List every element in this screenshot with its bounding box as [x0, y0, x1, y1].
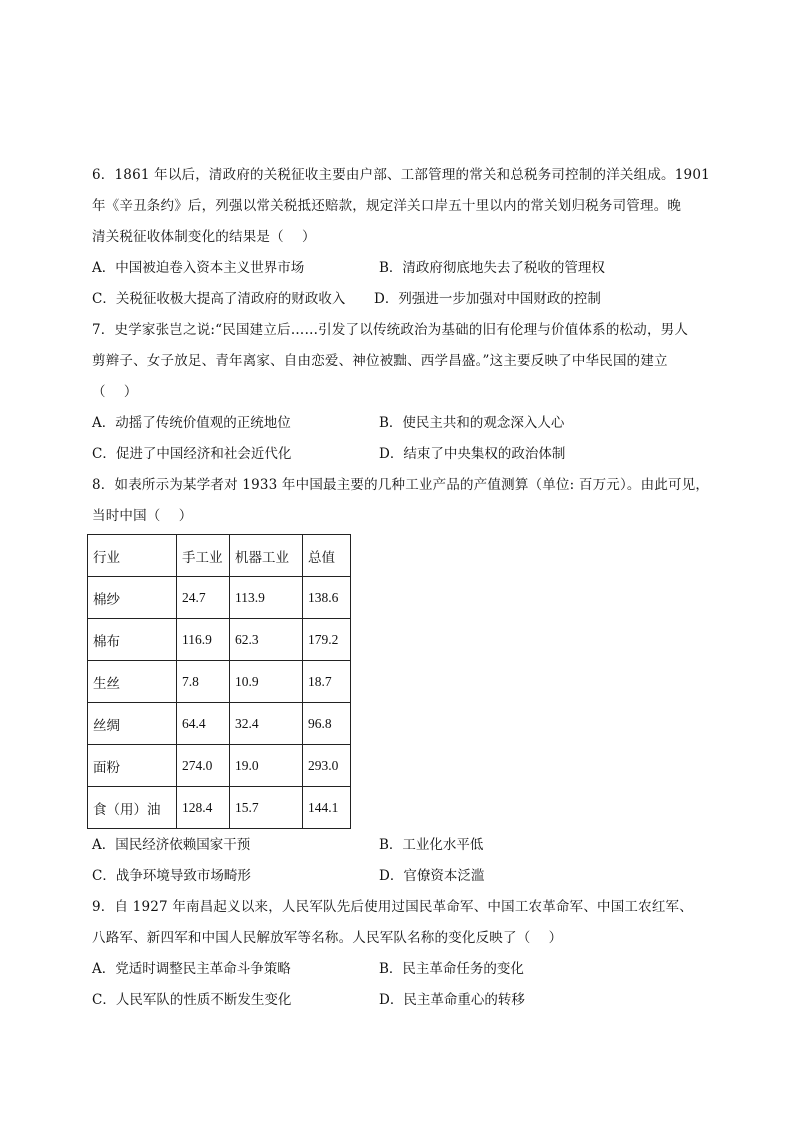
table-cell: 食（用）油 — [88, 787, 177, 829]
table-row — [88, 703, 351, 745]
table-row — [88, 787, 351, 829]
exam-page — [92, 160, 712, 1016]
question-9-stem — [92, 892, 712, 954]
option-d[interactable]: D．列强进一步加强对中国财政的控制 — [374, 291, 601, 307]
option-c[interactable]: C．战争环境导致市场畸形 — [92, 868, 251, 884]
table-cell: 10.9 — [230, 661, 303, 703]
table-cell: 丝绸 — [88, 703, 177, 745]
options-row — [92, 439, 712, 470]
table-row — [88, 577, 351, 619]
option-a[interactable]: A．党适时调整民主革命斗争策略 — [92, 961, 291, 977]
table-cell: 113.9 — [230, 577, 303, 619]
option-c[interactable]: C．促进了中国经济和社会近代化 — [92, 446, 292, 462]
table-cell: 274.0 — [177, 745, 230, 787]
stem-line: 8．如表所示为某学者对 1933 年中国最主要的几种工业产品的产值测算（单位: 百万元）。由此可见， — [92, 477, 710, 493]
question-6-stem — [92, 160, 712, 253]
table-cell: 144.1 — [303, 787, 351, 829]
question-7 — [92, 315, 712, 470]
question-7-stem — [92, 315, 712, 408]
header-cell: 手工业 — [177, 535, 230, 577]
question-8-stem — [92, 470, 712, 532]
production-value-table — [87, 534, 351, 829]
table-cell: 15.7 — [230, 787, 303, 829]
stem-line: 清关税征收体制变化的结果是（ ） — [92, 229, 316, 245]
table-cell: 293.0 — [303, 745, 351, 787]
stem-line: 7．史学家张岂之说:“民国建立后……引发了以传统政治为基础的旧有伦理与价值体系的松动，男人 — [92, 322, 689, 338]
table-cell: 棉纱 — [88, 577, 177, 619]
option-b[interactable]: B．民主革命任务的变化 — [379, 961, 524, 977]
option-d[interactable]: D．结束了中央集权的政治体制 — [379, 446, 566, 462]
table-cell: 179.2 — [303, 619, 351, 661]
table-row — [88, 619, 351, 661]
question-6 — [92, 160, 712, 315]
options-row — [92, 830, 712, 861]
option-d[interactable]: D．民主革命重心的转移 — [379, 992, 525, 1008]
options-row — [92, 408, 712, 439]
table-cell: 64.4 — [177, 703, 230, 745]
stem-line: 八路军、新四军和中国人民解放军等名称。人民军队名称的变化反映了（ ） — [92, 930, 563, 946]
option-b[interactable]: B．工业化水平低 — [379, 837, 484, 853]
stem-line: 剪辫子、女子放足、青年离家、自由恋爱、神位被黜、西学昌盛。”这主要反映了中华民国的建立 — [92, 353, 668, 369]
stem-line: 9．自 1927 年南昌起义以来，人民军队先后使用过国民革命军、中国工农革命军、中国工农红军、 — [92, 899, 693, 915]
table-cell: 62.3 — [230, 619, 303, 661]
option-a[interactable]: A．中国被迫卷入资本主义世界市场 — [92, 260, 305, 276]
table-cell: 7.8 — [177, 661, 230, 703]
question-8 — [92, 470, 712, 892]
table-cell: 128.4 — [177, 787, 230, 829]
option-a[interactable]: A．动摇了传统价值观的正统地位 — [92, 415, 291, 431]
option-c[interactable]: C．人民军队的性质不断发生变化 — [92, 992, 292, 1008]
option-a[interactable]: A．国民经济依赖国家干预 — [92, 837, 251, 853]
options-row — [92, 954, 712, 985]
option-b[interactable]: B．清政府彻底地失去了税收的管理权 — [379, 260, 605, 276]
options-row — [92, 253, 712, 284]
stem-line: 当时中国（ ） — [92, 508, 193, 524]
header-cell: 总值 — [303, 535, 351, 577]
table-cell: 18.7 — [303, 661, 351, 703]
stem-line: 6．1861 年以后，清政府的关税征收主要由户部、工部管理的常关和总税务司控制的洋关组成。1901 — [92, 167, 710, 183]
stem-line: （ ） — [92, 384, 138, 400]
question-9 — [92, 892, 712, 1016]
options-row — [92, 284, 712, 315]
table-cell: 生丝 — [88, 661, 177, 703]
table-header-row — [88, 535, 351, 577]
options-row — [92, 861, 712, 892]
stem-line: 年《辛丑条约》后，列强以常关税抵还赔款，规定洋关口岸五十里以内的常关划归税务司管理。晚 — [92, 198, 682, 214]
option-d[interactable]: D．官僚资本泛滥 — [379, 868, 485, 884]
table-cell: 96.8 — [303, 703, 351, 745]
table-cell: 138.6 — [303, 577, 351, 619]
option-b[interactable]: B．使民主共和的观念深入人心 — [379, 415, 565, 431]
options-row — [92, 985, 712, 1016]
table-row — [88, 745, 351, 787]
table-cell: 24.7 — [177, 577, 230, 619]
option-c[interactable]: C．关税征收极大提高了清政府的财政收入 — [92, 291, 346, 307]
table-cell: 116.9 — [177, 619, 230, 661]
header-cell: 机器工业 — [230, 535, 303, 577]
table-cell: 面粉 — [88, 745, 177, 787]
table-cell: 32.4 — [230, 703, 303, 745]
table-row — [88, 661, 351, 703]
table-cell: 棉布 — [88, 619, 177, 661]
header-cell: 行业 — [88, 535, 177, 577]
table-cell: 19.0 — [230, 745, 303, 787]
